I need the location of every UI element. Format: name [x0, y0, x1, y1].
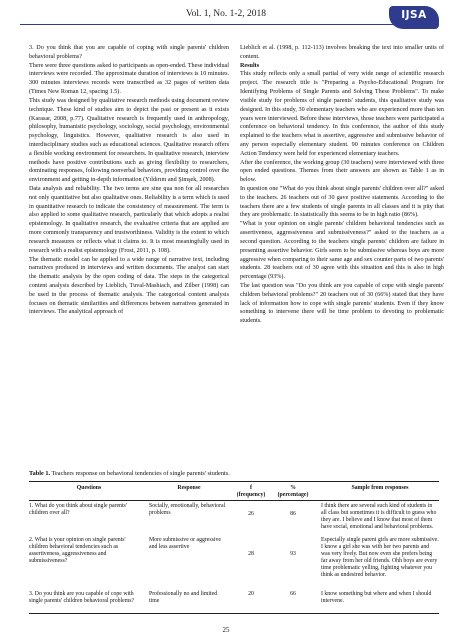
header-frequency [229, 485, 273, 499]
header-pct-sub: (percentage) [277, 491, 309, 498]
header-sample: Sample from responses [351, 485, 409, 491]
results-paragraph-4: "What is your opinion on single parents' children behavioral tendencies such as assertiveness, aggressiveness and submissiveness?" asked to the teachers as a second question. According to the teachers single parents' children are failure in presenting assertive behavior. Girls seem to be submissive whereas boys are more aggressive when comparing to their same age and sex counter parts of two parents' students. 28 teachers out of 30 agree with this situation and this is also in high percentage (93%). [240, 221, 444, 281]
row1-percentage: 86 [290, 511, 296, 517]
header-f-sub: (frequency) [236, 491, 266, 498]
results-paragraph-5: The last question was "Do you think are you capable of cope with single parents' children behavioral problems?" 20 teachers out of 30 (66%) stated that they have lack of information how to cope with single parents' students. Even if they know something to intervene there will be time problem to devoting to problematic students. [240, 282, 444, 325]
row2-percentage: 93 [290, 551, 296, 557]
header-questions: Questions [76, 485, 102, 491]
results-paragraph-1: This study reflects only a small partial of very wide range of scientific research project. The research title is "Preparing a Psycho-Educational Program for Identifying Problems of Single Parents and Solving These Problems". To make visible study for problems of single parents' students, this qualitative study was designed. In this study, 30 elementary teachers who are experienced more than ten years were interviewed. Before these interviews, those teachers were participated a conference on behavioral tendency. In this conference, the author of this study explained to the teachers what is assertive, aggressive and submissive behavior of any person especially elementary student. 90 minutes conference on Children Action Tendency were held for experienced elementary teachers. [240, 71, 444, 157]
row3-percentage: 66 [290, 591, 296, 597]
row1-response: Socially, emotionally, behavioral problems [149, 503, 226, 516]
data-analysis-paragraph: Data analysis and reliability. The two terms are sine qua non for all researches not only quantitative but also qualitative ones. Reliability is a term which is used in quantitative research to indicate the consistency of measurement. The term is also applied to some qualitative research, particularly that which adopts a realist epistemology. In qualitative research, the evaluative criteria that are applied are more commonly transparency and trustworthiness. Validity is the extent to which research measures or reflects what it claims to. It is most meaningfully used in research with a realist epistemology (Frost, 2011, p. 108). [29, 186, 229, 254]
journal-logo-text: IJSA [401, 9, 427, 21]
research-design-paragraph: This study was designed by qualitative research methods using document review technique. These kind of studies aim to depict the past or present as it exists (Karasar, 2008, p.77). Qualitative research is frequently used in anthropology, philosophy, humanistic psychology, sociology, social psychology, environmental psychology, linguistics. However, qualitative research is also used in interdisciplinary studies such as educational sciences. Qualitative research offers a flexible working environment for researchers. In qualitative research, interview methods have positive contributions such as giving flexibility to researchers, dominating responses, following nonverbal behaviors, providing control over the environment and getting in-depth information (Yıldırım and Şimşek, 2008). [29, 97, 229, 184]
row3-frequency: 20 [248, 591, 254, 597]
results-heading: Results [240, 62, 260, 69]
journal-logo [389, 6, 439, 29]
journal-issue: Vol. 1, No. 1-2, 2018 [185, 9, 267, 19]
row1-sample: I think there are several such kind of students in all class but sometimes it is difficult to guess who they are. I believe and I know that most of them have social, emotional and behavioral problems. [321, 503, 437, 530]
row1-frequency: 26 [248, 511, 254, 517]
header-response: Response [177, 485, 201, 491]
thematic-model-paragraph: The thematic model can be applied to a wide range of narrative text, including narratives produced in interviews and written documents. The analyst can start the thematic analysis by the open coding of data. The steps in the categorical content analysis described by Lieblich, Tuval-Mashiach, and Zilber (1998) can be used in the process of thematic analysis. The categorical content analysis focuses on thematic similarities and differences between narratives generated in interviews. The analytical approach of [29, 256, 229, 316]
row2-frequency: 28 [248, 551, 254, 557]
interview-procedure-paragraph: There were three questions asked to participants as open-ended. These individual interviews were recorded. The approximate duration of interviews is 10 minutes. 300 minutes interviews records were transcribed as 32 pages of written data (Times New Roman 12, spacing 1.5). [29, 62, 229, 96]
question-three-text: 3. Do you think that you are capable of coping with single parents' children behavioral problems? [29, 45, 229, 60]
continuation-paragraph: Lieblich et al. (1998, p. 112-113) involves breaking the text into smaller units of content. [240, 45, 444, 60]
page-number: 25 [222, 626, 230, 634]
row2-question: 2. What is your opinion on single parents' children behavioral tendencies such as assertiveness, aggressiveness and submissiveness? [29, 537, 126, 564]
table-caption-label: Table 1. [29, 470, 51, 477]
left-column [29, 44, 229, 468]
results-paragraph-3: In question one "What do you think about single parents' children over all?" asked to the teachers. 26 teachers out of 30 gave positive statements. According to the teachers there are a few students of single parents in all classes and it is pity that they are problematic. In statistically this seems to be in high ratio (86%). [240, 186, 444, 219]
header-f: f [250, 485, 252, 491]
row1-question: 1. What do you think about single parents' children over all? [29, 503, 127, 516]
header-rule [20, 24, 415, 25]
table-bottom-rule [29, 613, 439, 614]
row3-response: Professionally no and limited time [149, 591, 218, 604]
table-header-rule [29, 500, 439, 501]
results-paragraph-2: After the conference, the working group (30 teachers) were interviewed with three open ended questions. Themes from their answers are shown as Table 1 as in below. [240, 159, 444, 184]
row2-sample: Especially single parent girls are more submissive. I know a girl she was with her two parents and was very lively. But now even she prefers being far away from her old friends. Ohh boys are every time problematic yelling, fighting whatever you think as undesired behavior. [321, 537, 439, 578]
table-top-rule [29, 481, 439, 482]
row2-response: More submissive or aggressive and less assertive [149, 537, 221, 550]
row3-sample: I know something but where and when I should intervene. [321, 591, 432, 604]
right-column [240, 44, 444, 468]
header-pct: % [290, 485, 296, 491]
table-caption-text: Teachers response on behavioral tendencies of single parents' students. [51, 470, 230, 477]
table-caption [29, 470, 439, 478]
row3-question: 3. Do you think are you capable of cope with single parents' children behavioral problems? [29, 591, 135, 604]
header-percentage [273, 485, 313, 499]
page-header [0, 0, 452, 40]
